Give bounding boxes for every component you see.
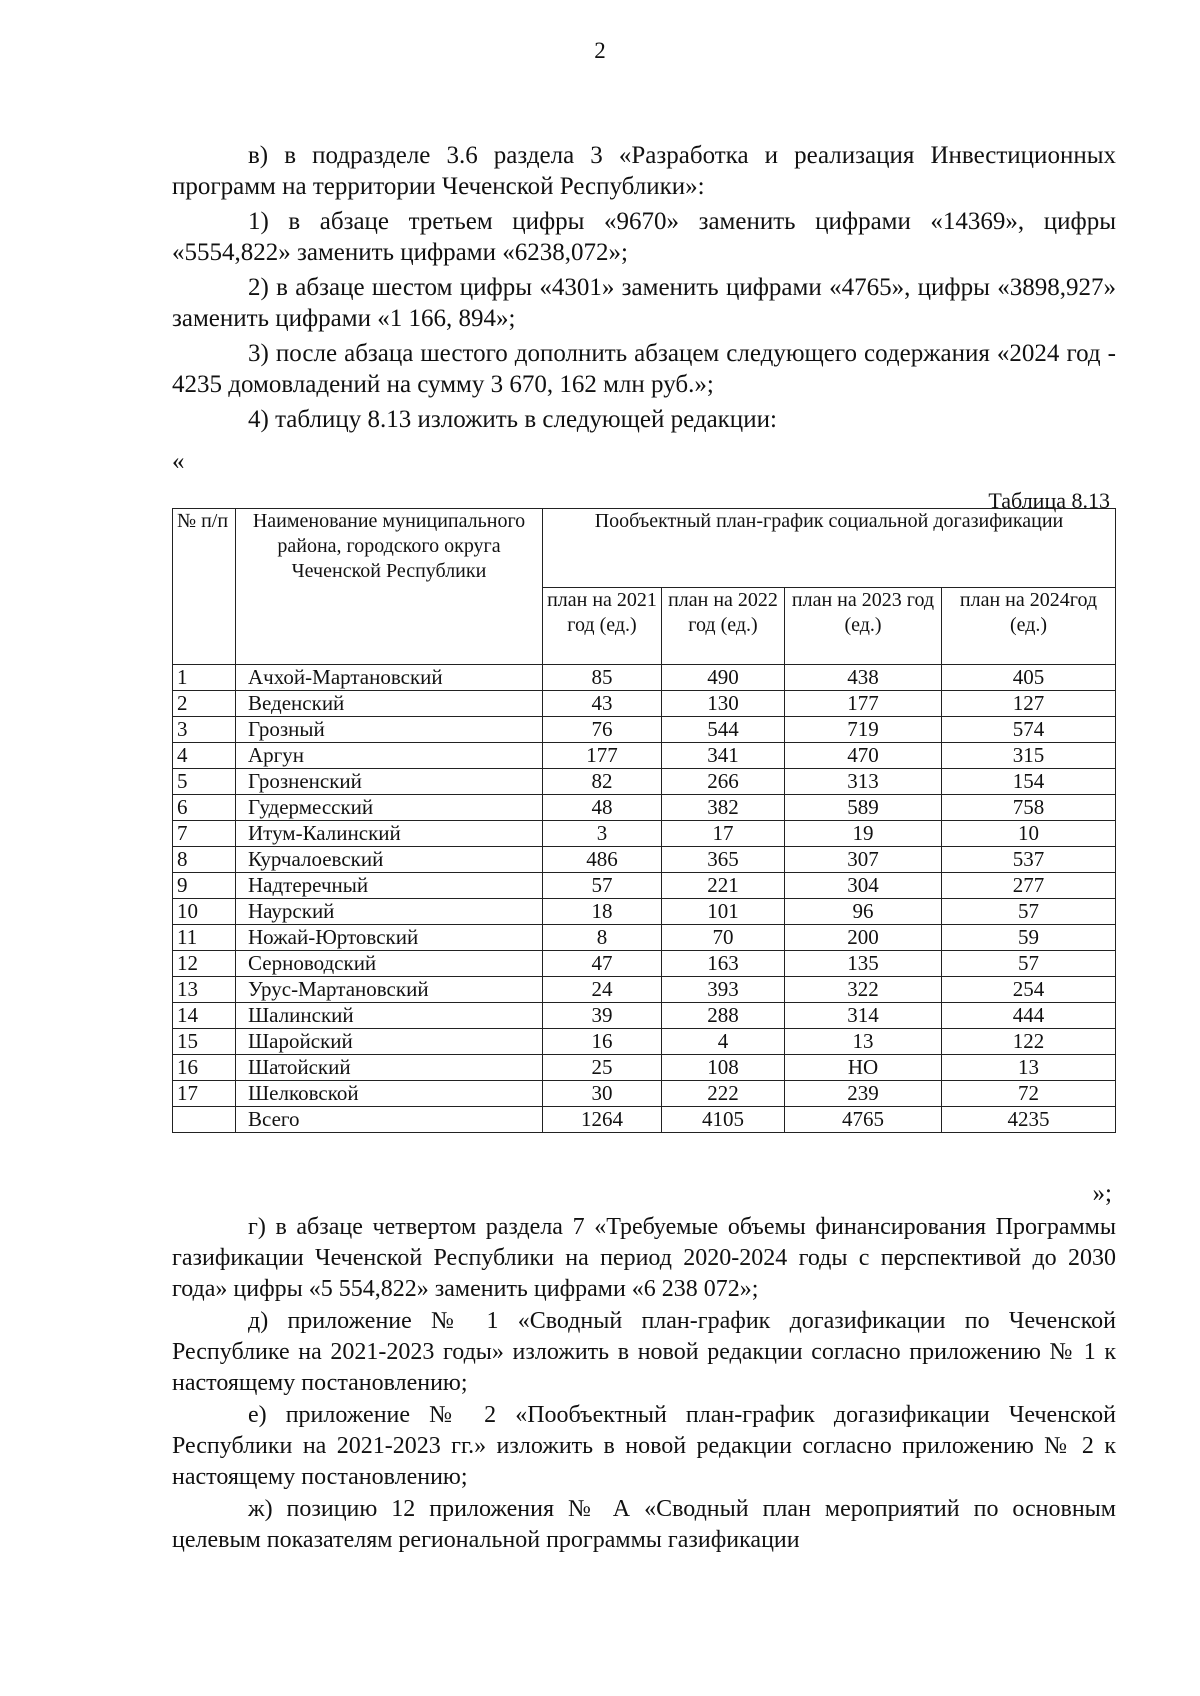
plan-value: 135 (785, 951, 942, 977)
plan-value: 222 (662, 1081, 785, 1107)
row-number: 6 (173, 795, 236, 821)
paragraph-v2: 2) в абзаце шестом цифры «4301» заменить цифрами «4765», цифры «3898,927» заменить цифрами «1 166, 894»; (172, 274, 1116, 332)
plan-value: 13 (785, 1029, 942, 1055)
district-name: Шаройский (236, 1029, 543, 1055)
row-number: 2 (173, 691, 236, 717)
row-number: 1 (173, 665, 236, 691)
plan-value: 341 (662, 743, 785, 769)
row-number: 10 (173, 899, 236, 925)
plan-value: 574 (942, 717, 1116, 743)
plan-value: 122 (942, 1029, 1116, 1055)
plan-value: 322 (785, 977, 942, 1003)
plan-value: 57 (942, 899, 1116, 925)
paragraph-d: д) приложение № 1 «Сводный план-график догазификации по Чеченской Республике на 2021-2023 годы» изложить в новой редакции согласно приложению № 1 к настоящему постановлению; (172, 1308, 1116, 1396)
plan-value: 365 (662, 847, 785, 873)
page-number: 2 (594, 38, 606, 63)
table-caption: Таблица 8.13 (988, 488, 1110, 513)
table-row (173, 691, 1116, 717)
plan-value: 266 (662, 769, 785, 795)
plan-value: 57 (942, 951, 1116, 977)
plan-value: 177 (543, 743, 662, 769)
plan-value: 486 (543, 847, 662, 873)
district-name: Ножай-Юртовский (236, 925, 543, 951)
paragraph-v: в) в подразделе 3.6 раздела 3 «Разработка и реализация Инвестиционных программ на территории Чеченской Республики»: (172, 142, 1116, 200)
plan-value: 154 (942, 769, 1116, 795)
table-row (173, 873, 1116, 899)
plan-value: 82 (543, 769, 662, 795)
table-row (173, 821, 1116, 847)
plan-value: 177 (785, 691, 942, 717)
plan-value: 277 (942, 873, 1116, 899)
row-number: 11 (173, 925, 236, 951)
plan-value: 254 (942, 977, 1116, 1003)
table-row (173, 717, 1116, 743)
plan-value: 130 (662, 691, 785, 717)
paragraph-v4: 4) таблицу 8.13 изложить в следующей редакции: (248, 406, 777, 433)
district-name: Грозный (236, 717, 543, 743)
district-name: Грозненский (236, 769, 543, 795)
paragraph-g: г) в абзаце четвертом раздела 7 «Требуемые объемы финансирования Программы газификации Чеченской Республики на период 2020-2024 годы с перспективой до 2030 года» цифры «5 554,822» заменить цифрами «6 238 072»; (172, 1214, 1116, 1302)
plan-value: 4765 (785, 1107, 942, 1133)
plan-value: 4235 (942, 1107, 1116, 1133)
header-year-2024: план на 2024год (ед.) (942, 588, 1116, 665)
row-number: 12 (173, 951, 236, 977)
table-row (173, 951, 1116, 977)
row-number: 9 (173, 873, 236, 899)
plan-value: 127 (942, 691, 1116, 717)
table-row (173, 925, 1116, 951)
row-number (173, 1107, 236, 1133)
header-year-2021: план на 2021 год (ед.) (543, 588, 662, 665)
plan-value: 85 (543, 665, 662, 691)
district-name: Урус-Мартановский (236, 977, 543, 1003)
header-group: Пообъектный план-график социальной догазификации (543, 509, 1116, 588)
row-number: 13 (173, 977, 236, 1003)
plan-value: 70 (662, 925, 785, 951)
district-name: Надтеречный (236, 873, 543, 899)
plan-value: 239 (785, 1081, 942, 1107)
paragraph-v3: 3) после абзаца шестого дополнить абзацем следующего содержания «2024 год - 4235 домовладений на сумму 3 670, 162 млн руб.»; (172, 340, 1116, 398)
district-name: Всего (236, 1107, 543, 1133)
district-name: Ачхой-Мартановский (236, 665, 543, 691)
plan-value: 315 (942, 743, 1116, 769)
plan-value: 8 (543, 925, 662, 951)
table-body (173, 665, 1116, 1133)
row-number: 14 (173, 1003, 236, 1029)
closing-quote: »; (1092, 1180, 1112, 1207)
district-name: Веденский (236, 691, 543, 717)
opening-quote: « (172, 448, 185, 475)
paragraph-v1: 1) в абзаце третьем цифры «9670» заменить цифрами «14369», цифры «5554,822» заменить цифрами «6238,072»; (172, 208, 1116, 266)
plan-value: 108 (662, 1055, 785, 1081)
row-number: 15 (173, 1029, 236, 1055)
plan-value: 1264 (543, 1107, 662, 1133)
plan-value: 470 (785, 743, 942, 769)
plan-value: 47 (543, 951, 662, 977)
plan-value: 314 (785, 1003, 942, 1029)
plan-value: 48 (543, 795, 662, 821)
gasification-table (172, 508, 1116, 1133)
district-name: Шалинский (236, 1003, 543, 1029)
plan-value: 200 (785, 925, 942, 951)
table-row (173, 1029, 1116, 1055)
row-number: 3 (173, 717, 236, 743)
plan-value: 758 (942, 795, 1116, 821)
plan-value: 382 (662, 795, 785, 821)
plan-value: НО (785, 1055, 942, 1081)
plan-value: 537 (942, 847, 1116, 873)
district-name: Аргун (236, 743, 543, 769)
row-number: 17 (173, 1081, 236, 1107)
plan-value: 17 (662, 821, 785, 847)
plan-value: 304 (785, 873, 942, 899)
plan-value: 719 (785, 717, 942, 743)
row-number: 8 (173, 847, 236, 873)
plan-value: 288 (662, 1003, 785, 1029)
paragraph-e: е) приложение № 2 «Пообъектный план-график догазификации Чеченской Республики на 2021-2023 гг.» изложить в новой редакции согласно приложению № 2 к настоящему постановлению; (172, 1402, 1116, 1490)
plan-value: 221 (662, 873, 785, 899)
row-number: 5 (173, 769, 236, 795)
table-row (173, 1003, 1116, 1029)
table-row (173, 795, 1116, 821)
table-row (173, 665, 1116, 691)
district-name: Наурский (236, 899, 543, 925)
plan-value: 544 (662, 717, 785, 743)
table-row (173, 1055, 1116, 1081)
district-name: Шатойский (236, 1055, 543, 1081)
row-number: 4 (173, 743, 236, 769)
plan-value: 19 (785, 821, 942, 847)
plan-value: 589 (785, 795, 942, 821)
header-name: Наименование муниципального района, городского округа Чеченской Республики (236, 509, 543, 665)
district-name: Серноводский (236, 951, 543, 977)
table-row (173, 847, 1116, 873)
plan-value: 76 (543, 717, 662, 743)
plan-value: 24 (543, 977, 662, 1003)
plan-value: 3 (543, 821, 662, 847)
plan-value: 43 (543, 691, 662, 717)
table-row (173, 977, 1116, 1003)
plan-value: 18 (543, 899, 662, 925)
table-row (173, 899, 1116, 925)
district-name: Гудермесский (236, 795, 543, 821)
table-row (173, 743, 1116, 769)
table-row (173, 769, 1116, 795)
header-year-2023: план на 2023 год (ед.) (785, 588, 942, 665)
plan-value: 16 (543, 1029, 662, 1055)
plan-value: 10 (942, 821, 1116, 847)
row-number: 7 (173, 821, 236, 847)
plan-value: 57 (543, 873, 662, 899)
row-number: 16 (173, 1055, 236, 1081)
plan-value: 4 (662, 1029, 785, 1055)
district-name: Курчалоевский (236, 847, 543, 873)
table-header-row (173, 509, 1116, 588)
plan-value: 438 (785, 665, 942, 691)
plan-value: 163 (662, 951, 785, 977)
plan-value: 39 (543, 1003, 662, 1029)
plan-value: 13 (942, 1055, 1116, 1081)
plan-value: 72 (942, 1081, 1116, 1107)
paragraph-zh: ж) позицию 12 приложения № А «Сводный план мероприятий по основным целевым показателям региональной программы газификации (172, 1496, 1116, 1553)
plan-value: 307 (785, 847, 942, 873)
plan-value: 96 (785, 899, 942, 925)
plan-value: 30 (543, 1081, 662, 1107)
header-year-2022: план на 2022 год (ед.) (662, 588, 785, 665)
district-name: Шелковской (236, 1081, 543, 1107)
header-number: № п/п (173, 509, 236, 665)
plan-value: 59 (942, 925, 1116, 951)
table-row (173, 1081, 1116, 1107)
plan-value: 393 (662, 977, 785, 1003)
district-name: Итум-Калинский (236, 821, 543, 847)
plan-value: 101 (662, 899, 785, 925)
plan-value: 444 (942, 1003, 1116, 1029)
plan-value: 25 (543, 1055, 662, 1081)
plan-value: 490 (662, 665, 785, 691)
plan-value: 313 (785, 769, 942, 795)
plan-value: 405 (942, 665, 1116, 691)
table-total-row (173, 1107, 1116, 1133)
plan-value: 4105 (662, 1107, 785, 1133)
